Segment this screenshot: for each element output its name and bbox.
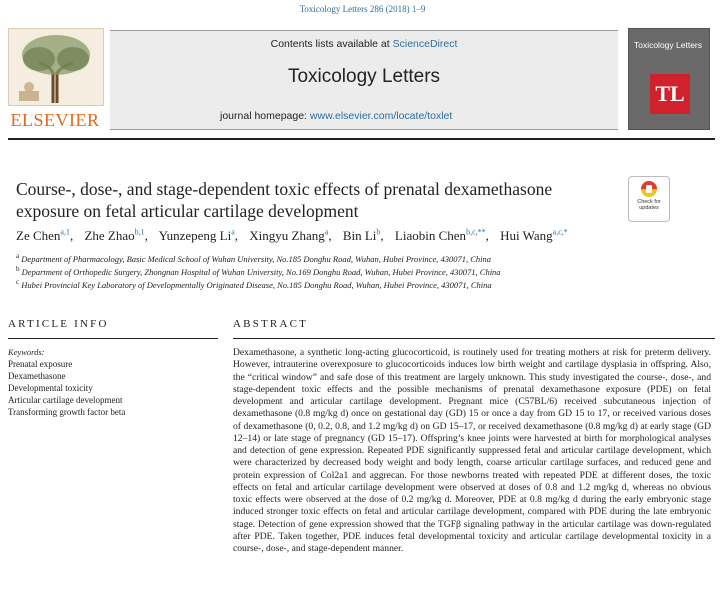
masthead-rule <box>8 138 715 140</box>
homepage-prefix: journal homepage: <box>220 110 307 122</box>
keyword-item: Developmental toxicity <box>8 383 93 393</box>
keyword-item: Articular cartilage development <box>8 395 123 405</box>
elsevier-wordmark: ELSEVIER <box>10 110 100 130</box>
author-name[interactable]: Bin Li <box>342 228 377 244</box>
affiliation-label: a <box>16 252 20 260</box>
author[interactable]: Xingyu Zhang$^a$, <box>249 228 332 244</box>
contents-line <box>110 38 618 50</box>
affiliation-b <box>16 265 501 277</box>
author-name[interactable]: Hui Wang <box>500 228 553 244</box>
abstract-text: Dexamethasone, a synthetic long-acting glucocorticoid, is routinely used for treating mothers at risk for preterm delivery. However, intrauterine overexposure to glucocorticoids induces low birth weight and cartilage dysplasia in offspring. Also, the “critical window” and safe dose of this treatment are largely unknown. This study investigated the course-, dose-, and stage-dependent toxic effects and the possible mechanisms of prenatal dexamethasone exposure (PDE) on fetal development and articular cartilage development. Pregnant mice (C57BL/6) received subcutaneous injection of dexamethasone (0.8 mg/kg d) once on gestational day (GD) 15 or once a day from GD 15 to 17, or received various doses of dexamethasone (0, 0.2, 0.8, and 1.2 mg/kg d) on GD 15–17, or received dexamethasone (0.8 mg/kg d) at early stage (GD 12–14) or late stage of pregnancy (GD 15–17). Offspring’s knee joints were harvested at birth for morphological analyses and detection of gene expression. Repeated PDE significantly suppressed fetal and articular cartilage development, which were characterized by decreased body weight and body length, coarse articular cartilage surfaces, and reduced gene and protein expression of Col2a1 and aggrecan. For those newborns treated with repeated PDE at different doses, the toxic effects on fetal and articular cartilage development were observed at doses of 0.8 and 1.2 mg/kg d, whereas no obvious toxic effects were observed at the dose of 0.2 mg/kg d. Moreover, PDE at 0.8 mg/kg d during the early embryonic stage induced stronger toxic effects on fetal and articular cartilage development, compared with PDE during the late embryonic stage. Detection of gene expression showed that the TGFβ signaling pathway in the articular cartilage was down-regulated after PDE. Taken together, PDE induces fetal developmental toxicity and articular cartilage developmental toxicity in a course-, dose-, and stage-dependent manner. <box>233 347 711 555</box>
journal-title: Toxicology Letters <box>287 66 441 87</box>
journal-homepage <box>220 110 452 122</box>
elsevier-tree-icon <box>8 28 104 106</box>
journal-citation-link[interactable]: Toxicology Letters 286 (2018) 1–9 <box>299 4 426 14</box>
author-name[interactable]: Ze Chen <box>16 228 61 244</box>
article-title: Course-, dose-, and stage-dependent toxic effects of prenatal dexamethasone exposure on fetal articular cartilage development <box>16 179 553 221</box>
elsevier-logo[interactable] <box>8 28 102 128</box>
author-name[interactable]: Xingyu Zhang <box>249 228 325 244</box>
author-list <box>16 228 568 244</box>
check-for-updates-label <box>628 199 670 211</box>
article-info-heading: ARTICLE INFO <box>8 318 109 330</box>
affiliation-label: b <box>16 265 20 273</box>
author[interactable]: Zhe Zhao$^{b,1}$, <box>84 228 148 244</box>
affiliation-label: c <box>16 278 20 286</box>
badge-line-1: Check for <box>637 199 661 205</box>
badge-line-2: updates <box>639 205 659 211</box>
author[interactable]: Liaobin Chen$^{b,c,**}$, <box>394 228 489 244</box>
affiliation-text: Department of Pharmacology, Basic Medical School of Wuhan University, No.185 Donghu Road, Wuhan, Hubei Province, 430071, China <box>21 253 492 264</box>
homepage-link[interactable]: www.elsevier.com/locate/toxlet <box>309 110 453 122</box>
keywords-label: Keywords: <box>8 347 45 357</box>
author-affiliation-marker[interactable]: b <box>376 228 381 237</box>
author-affiliation-marker[interactable]: b,c,** <box>466 228 486 237</box>
cover-title: Toxicology Letters <box>633 40 703 50</box>
contents-prefix: Contents lists available at <box>270 38 390 50</box>
affiliation-text: Department of Orthopedic Surgery, Zhongnan Hospital of Wuhan University, No.169 Donghu Road, Wuhan, Hubei Province, 430071, China <box>21 266 501 277</box>
keyword-item: Prenatal exposure <box>8 359 73 369</box>
check-for-updates-icon <box>629 177 669 199</box>
keyword-item: Transforming growth factor beta <box>8 407 126 417</box>
abstract-heading: ABSTRACT <box>233 318 309 330</box>
affiliation-a <box>16 252 491 264</box>
author[interactable]: Yunzepeng Li$^a$, <box>158 228 239 244</box>
author-name[interactable]: Zhe Zhao <box>84 228 135 244</box>
author-affiliation-marker[interactable]: b,1 <box>134 228 145 237</box>
author-affiliation-marker[interactable]: a,1 <box>60 228 70 237</box>
author-name[interactable]: Liaobin Chen <box>394 228 467 244</box>
author[interactable]: Ze Chen$^{a,1}$, <box>16 228 74 244</box>
keyword-item: Dexamethasone <box>8 371 66 381</box>
affiliation-text: Hubei Provincial Key Laboratory of Developmentally Originated Disease, No.185 Donghu Road, Wuhan, Hubei Province, 430071, China <box>21 279 492 290</box>
author-affiliation-marker[interactable]: a <box>231 228 235 237</box>
sciencedirect-link[interactable]: ScienceDirect <box>392 38 458 50</box>
abstract-rule <box>233 338 715 339</box>
article-info-rule <box>8 338 218 339</box>
author[interactable]: Bin Li$^b$, <box>342 228 384 244</box>
author-affiliation-marker[interactable]: a,c,* <box>552 228 568 237</box>
cover-monogram: TL <box>650 74 690 114</box>
author[interactable] <box>500 228 568 243</box>
affiliation-c <box>16 278 492 290</box>
journal-citation[interactable] <box>0 4 725 14</box>
author-affiliation-marker[interactable]: a <box>324 228 329 237</box>
author-name[interactable]: Yunzepeng Li <box>158 228 232 244</box>
